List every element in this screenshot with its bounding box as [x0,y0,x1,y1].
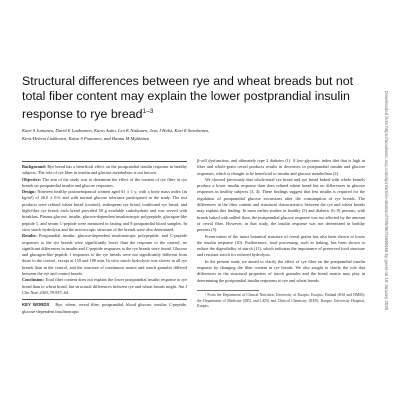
footnote-rule [197,290,259,291]
author-line: Katri S Juntunen, David E Laaksonen, Karin Autio, Leo K Niskanen, Jens J Holst, Kari E Savolainen, [22,128,210,133]
abstract-design: Design: Nineteen healthy postmenopausal women aged 61 ± 1 y, with a body mass index (in kg/m²) of 26.0 ± 0.6, and with normal glucose tolerance participated in the study. The test products were refined wheat bread (control), endosperm rye bread, traditional rye bread, and high-fiber rye bread; each bread provided 50 g available carbohydrate and was served with breakfast. Plasma glucose, insulin, glucose-dependent insulinotropic polypeptide, glucagon-like peptide 1, and serum C-peptide were measured in fasting and 8 postprandial blood samples. In vitro starch hydrolysis and the microscopic structure of the breads were also determined. [22,189,187,232]
keywords: KEY WORDS Rye, wheat, cereal fiber, postprandial, blood glucose, insulin, C-peptide, glucose-dependent insulinotropic [22,302,187,314]
abstract-top-rule [22,161,187,162]
abstract-background: Background: Rye bread has a beneficial effect on the postprandial insulin response in healthy subjects. The role of rye fiber in insulin and glucose metabolism is not known. [22,164,188,176]
article-title: Structural differences between rye and wheat breads but not total fiber content may explain the lower postprandial insulin response to rye bread$^{1-3}$ [22,74,354,122]
body-paragraph: β-cell dysfunction, and ultimately type 2 diabetes (1). A low-glycemic index diet that is high in fiber and whole-grain cereal products results in decreases in postprandial insulin and glucose responses, which is thought to be beneficial to insulin and glucose metabolism (2). [197,158,365,176]
body-paragraph: We showed previously that whole-meal rye bread and rye bread baked with whole kernels produce a lower insulin response than does refined wheat bread but no differences in glucose responses in healthy subjects (3, 4). These findings suggest that less insulin is required for the regulation of postprandial glucose excursions after the consumption of rye breads. The differences in the fiber content and structural characteristics between the rye and wheat breads may explain this finding. In most earlier studies in healthy (5) and diabetic (6–9) persons, with breads baked with milled flour, the postprandial glucose response was not affected by the amount of cereal fiber. However, in that study, the insulin response was not determined in healthy persons (5). [197,176,365,233]
author-line: Kirsi-Helena Liukkonen, Kaisa S Poutanen, and Hannu M Mykkänen [22,136,150,142]
author-list [22,127,367,144]
abstract-results: Results: Postprandial insulin, glucose-dependent insulinotropic polypeptide, and C-peptide responses to the rye breads were significantly lower than the response to the control; no significant differences in insulin and C-peptide responses to the rye breads were found. Glucose and glucagon-like peptide 1 responses to the rye breads were not significantly different from those to the control, except at 150 and 180 min. In vitro starch hydrolysis was slower in all rye breads than in the control, and the structure of continuous matrix and starch granules differed between the rye and control breads. [22,233,188,277]
body-column [197,158,365,310]
journal-citation: Am J Clin Nutr 2003;78:957–64. [22,283,187,295]
abstract-bottom-rule [22,299,187,300]
body-paragraph: Preservation of the intact botanical structure of cereal grains has also been shown to lower the insulin response (10). Furthermore, food processing, such as baking, has been shown to reduce the digestibility of starch (11), which indicates the importance of preserved food structure and resistant starch for reduced hydrolysis. [197,233,365,258]
download-notice: Downloaded from https://academic.oup.com/ajcn/article-abstract/78/5/957/4690455 by guest on 19 January 2020 [384,90,390,310]
abstract-column [22,158,187,315]
download-sidebar [382,0,392,400]
abstract-objective: Objective: The aim of the study was to determine the effect of the content of rye fiber in rye breads on postprandial insulin and glucose responses. [22,176,187,188]
abstract-conclusion: Conclusion: Total fiber content does not explain the lower postprandial insulin response to rye bread than to wheat bread, but structural differences between rye and wheat breads might. Am J Clin Nutr 2003;78:957–64. [22,277,187,295]
body-paragraph: In the present study we aimed to clarify the effect of rye fiber on the postprandial insulin response by changing the fiber content in rye breads. We also sought to clarify the role that differences in the structural properties of starch granules and the bread matrix may play in determining the postprandial insulin responses to rye and wheat breads. [197,258,365,283]
title-footnote-marker: 1–3 [142,108,154,115]
affiliation-footnote: ¹ From the Department of Clinical Nutrition, University of Kuopio, Kuopio, Finland (KSJ and HMM); the Department of Medicine (DEL and LKN) and Clinical Chemistry (KES), Kuopio University Hospital, Kuopio, [197,292,365,309]
